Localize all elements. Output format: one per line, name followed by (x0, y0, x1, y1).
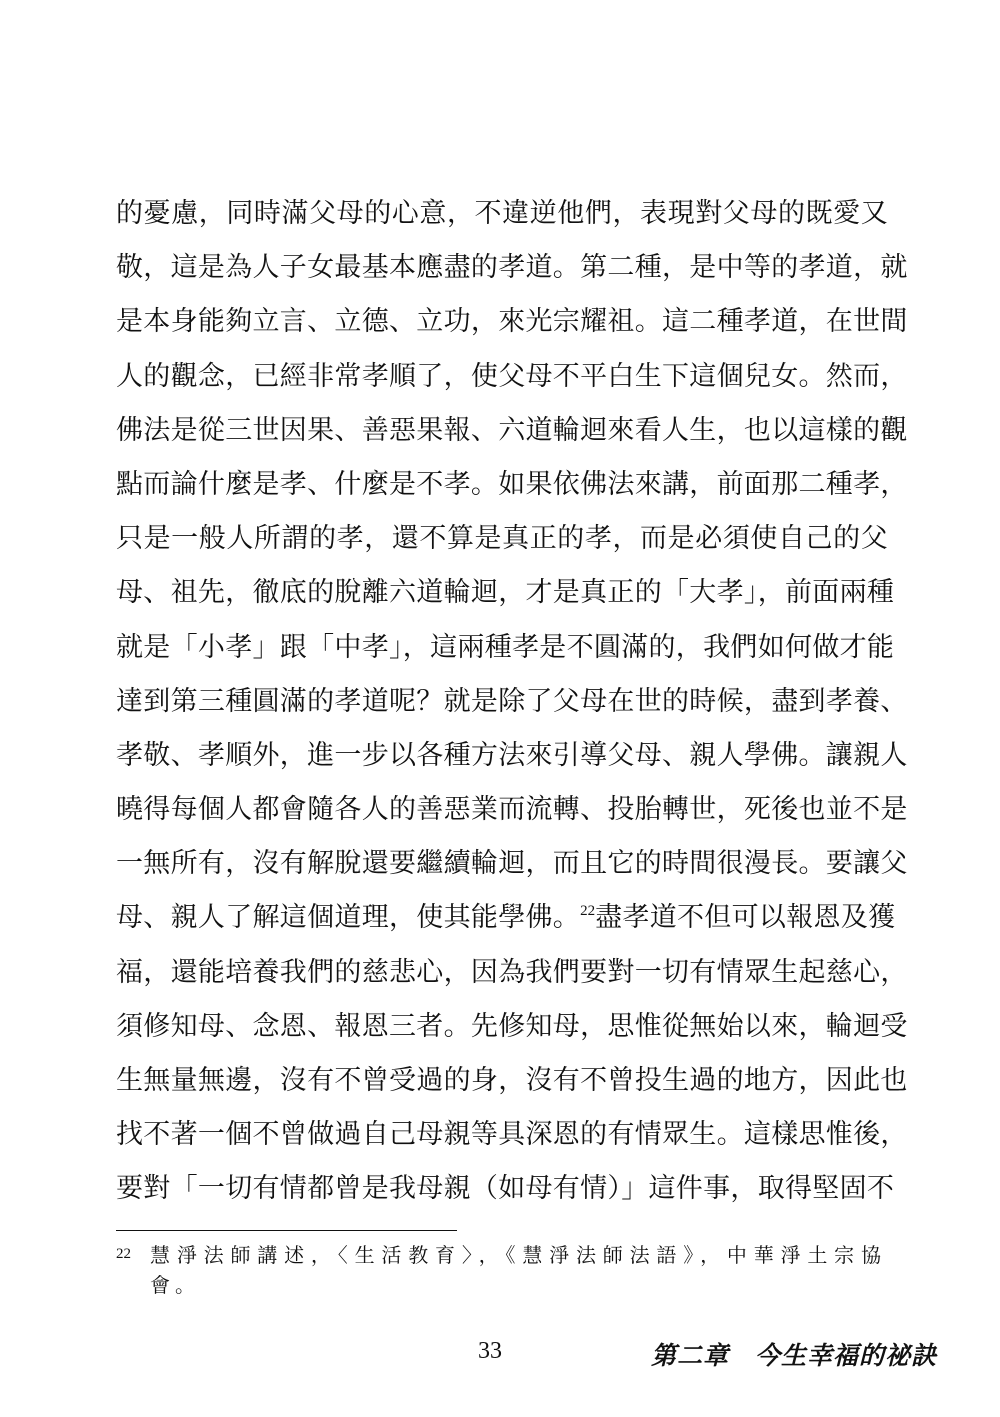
footnote-line: 會。 (150, 1273, 200, 1297)
body-line: 須修知母、念恩、報恩三者。先修知母，思惟從無始以來，輪迴受 (116, 1010, 908, 1042)
body-line: 就是「小孝」跟「中孝」，這兩種孝是不圓滿的，我們如何做才能 (116, 631, 895, 663)
body-line: 人的觀念，已經非常孝順了，使父母不平白生下這個兒女。然而， (116, 360, 908, 392)
body-line: 生無量無邊，沒有不曾受過的身，沒有不曾投生過的地方，因此也 (116, 1065, 908, 1096)
body-line: 是本身能夠立言、立德、立功，來光宗耀祖。這二種孝道，在世間 (116, 306, 908, 338)
body-line-part: 盡孝道不但可以報恩及獲 (595, 902, 896, 934)
footnote-row (116, 1240, 886, 1300)
body-line-with-footnote (116, 891, 896, 945)
footnote-line: 慧淨法師講述，〈生活教育〉，《慧淨法師法語》，中華淨土宗協 (150, 1243, 886, 1267)
footnote-divider (116, 1230, 457, 1231)
body-text (116, 187, 908, 1217)
body-line: 只是一般人所謂的孝，還不算是真正的孝，而是必須使自己的父 (116, 523, 888, 555)
body-line-part: 母、親人了解這個道理，使其能學佛。 (116, 902, 581, 934)
footnote-text (150, 1240, 886, 1300)
body-line: 點而論什麼是孝、什麼是不孝。如果依佛法來講，前面那二種孝， (116, 468, 908, 500)
chapter-title: 第二章 今生幸福的祕訣 (651, 1341, 938, 1370)
body-line: 曉得每個人都會隨各人的善惡業而流轉、投胎轉世，死後也並不是 (116, 794, 908, 826)
body-line: 要對「一切有情都曾是我母親（如母有情）」這件事，取得堅固不 (116, 1173, 895, 1205)
body-line: 敬，這是為人子女最基本應盡的孝道。第二種，是中等的孝道，就 (116, 252, 908, 284)
body-line: 孝敬、孝順外，進一步以各種方法來引導父母、親人學佛。讓親人 (116, 739, 908, 771)
body-line: 母、祖先，徹底的脫離六道輪迴，才是真正的「大孝」，前面兩種 (116, 577, 895, 609)
footnote-reference[interactable]: 22 (580, 903, 596, 920)
body-line: 找不著一個不曾做過自己母親等具深恩的有情眾生。這樣思惟後， (116, 1119, 908, 1151)
footnote-number: 22 (116, 1246, 131, 1262)
page-number: 33 (478, 1338, 502, 1364)
footnote (116, 1240, 886, 1300)
body-line: 佛法是從三世因果、善惡果報、六道輪迴來看人生，也以這樣的觀 (116, 414, 908, 446)
body-line: 達到第三種圓滿的孝道呢？就是除了父母在世的時候，盡到孝養、 (116, 685, 908, 717)
body-line: 一無所有，沒有解脫還要繼續輪迴，而且它的時間很漫長。要讓父 (116, 848, 908, 880)
body-line: 的憂慮，同時滿父母的心意，不違逆他們，表現對父母的既愛又 (116, 198, 888, 229)
body-line: 福，還能培養我們的慈悲心，因為我們要對一切有情眾生起慈心， (116, 956, 908, 988)
